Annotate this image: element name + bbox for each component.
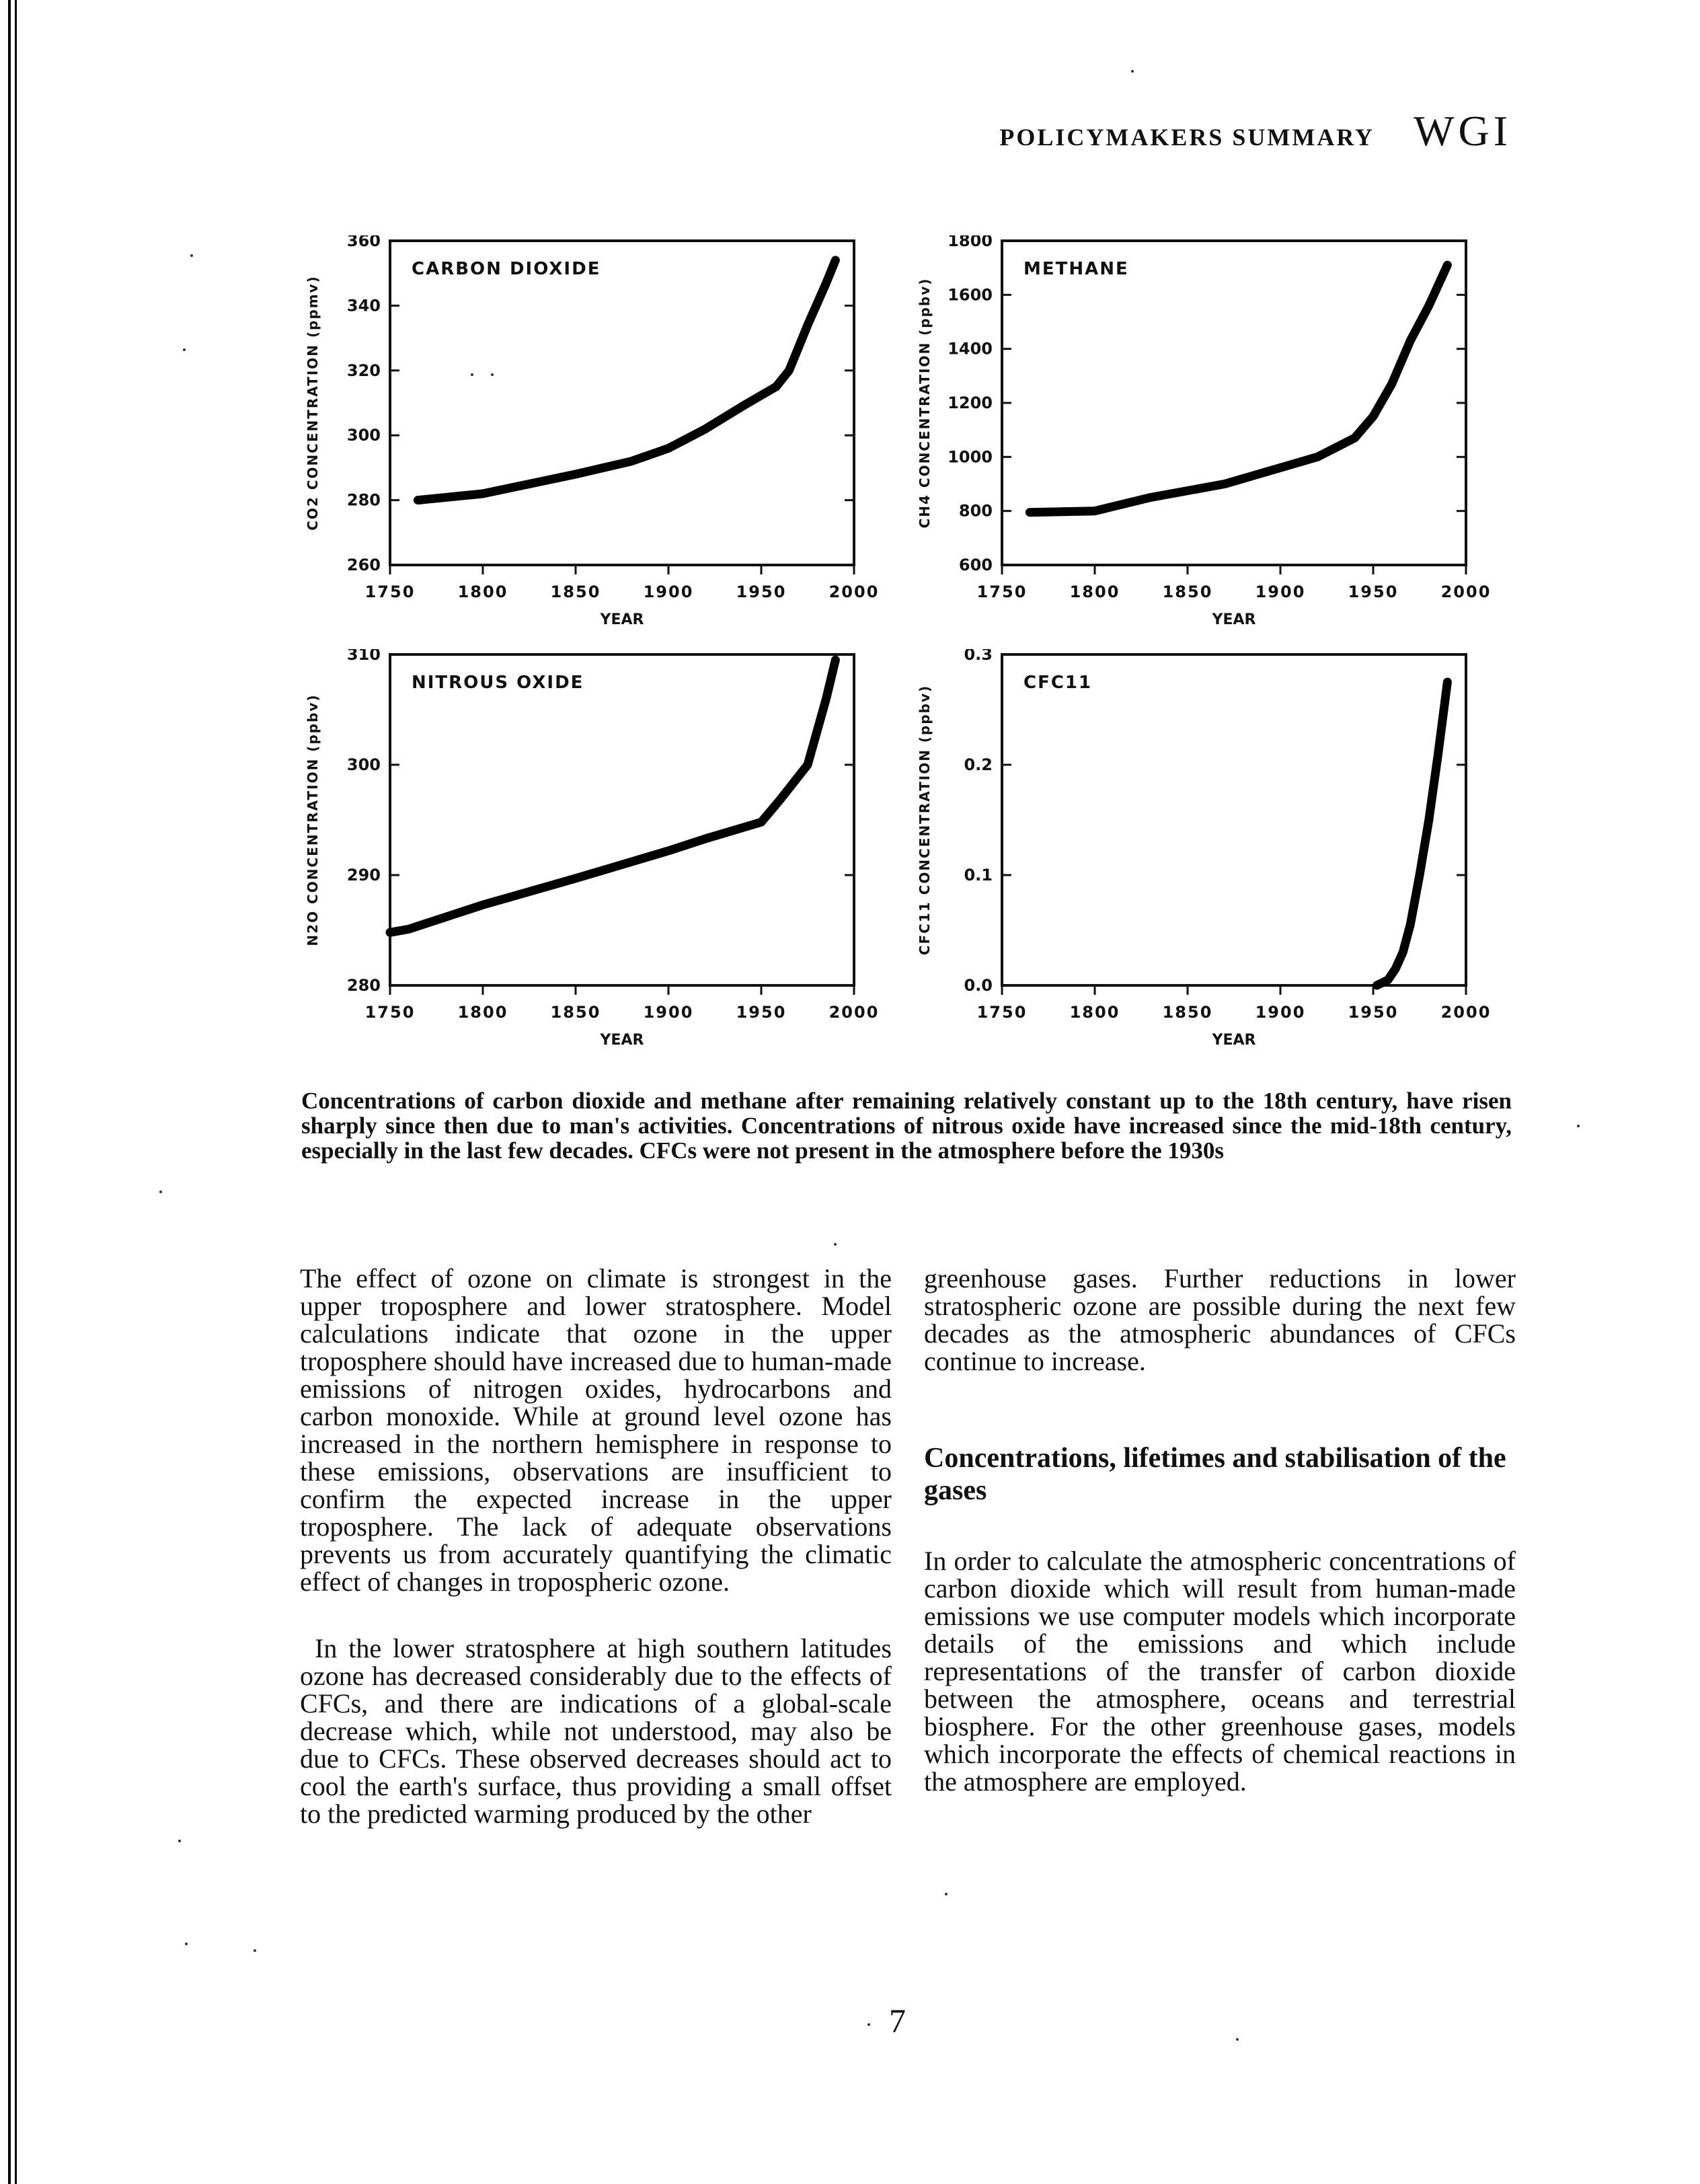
x-tick-label: 1950: [1348, 582, 1399, 601]
y-tick-label: 1600: [948, 285, 993, 305]
methane-chart: [901, 235, 1506, 639]
data-point: [807, 324, 808, 326]
x-tick-label: 1900: [1255, 582, 1306, 601]
scan-speck: [183, 348, 186, 351]
y-axis-label: N2O CONCENTRATION (ppbv): [305, 693, 321, 946]
page-edge-line: [15, 0, 17, 2184]
x-tick-label: 1750: [364, 1003, 416, 1022]
data-series-line: [418, 260, 835, 500]
data-point: [1395, 968, 1396, 969]
left-column: [300, 1265, 892, 1867]
y-axis-label: CH4 CONCENTRATION (ppbv): [917, 277, 933, 529]
scan-speck: [178, 1840, 181, 1842]
data-point: [1402, 952, 1403, 953]
x-tick-label: 1950: [736, 1003, 787, 1022]
data-point: [1150, 497, 1151, 498]
data-point: [1446, 681, 1448, 683]
x-tick-label: 2000: [828, 582, 880, 601]
y-tick-label: 0.2: [964, 755, 993, 774]
x-tick-label: 1850: [1162, 1003, 1213, 1022]
y-tick-label: 600: [958, 556, 993, 574]
y-tick-label: 320: [346, 361, 381, 380]
y-axis-label: CO2 CONCENTRATION (ppmv): [305, 275, 321, 531]
cfc11-chart: [901, 649, 1506, 1059]
y-tick-label: 280: [346, 490, 381, 510]
x-tick-label: 1850: [1162, 582, 1213, 601]
x-tick-label: 1800: [1069, 582, 1120, 601]
data-point: [668, 447, 669, 449]
chart-title: NITROUS OXIDE: [412, 673, 584, 693]
chart-svg: [901, 649, 1506, 1059]
chart-title: METHANE: [1023, 259, 1129, 279]
data-point: [1094, 511, 1095, 512]
data-point: [761, 821, 762, 823]
data-series-line: [390, 660, 835, 932]
chart-title: CARBON DIOXIDE: [412, 259, 601, 279]
data-point: [482, 904, 484, 905]
x-tick-label: 1850: [550, 582, 601, 601]
nitrous-oxide-chart: [289, 649, 894, 1059]
x-axis-label: YEAR: [1212, 1032, 1256, 1049]
chart-svg: [289, 649, 894, 1059]
data-point: [835, 659, 836, 661]
data-point: [417, 500, 418, 501]
data-point: [389, 932, 391, 933]
x-tick-label: 1900: [643, 1003, 694, 1022]
y-axis-label: CFC11 CONCENTRATION (ppbv): [917, 684, 933, 956]
x-tick-label: 1850: [550, 1003, 601, 1022]
paragraph-models: In order to calculate the atmospheric concentrations of carbon dioxide which will result from human-made emissions we use computer models which incorporate details of the emissions and which include representations of the transfer of carbon dioxide between the atmosphere, oceans and terrestrial biosphere. For the other greenhouse gases, models which incorporate the effects of chemical reactions in the atmosphere are employed.: [924, 1546, 1516, 1797]
header-label: POLICYMAKERS SUMMARY: [999, 124, 1375, 151]
plot-frame: [390, 241, 854, 565]
data-point: [775, 386, 777, 387]
data-point: [705, 838, 706, 839]
x-tick-label: 1750: [976, 582, 1028, 601]
data-point: [1280, 467, 1281, 468]
scan-speck: [159, 1191, 162, 1193]
x-tick-label: 1900: [1255, 1003, 1306, 1022]
data-point: [835, 260, 836, 261]
data-point: [668, 850, 669, 852]
scan-speck: [190, 254, 193, 257]
x-tick-label: 2000: [1440, 582, 1492, 601]
scan-speck: [1131, 70, 1134, 73]
y-tick-label: 280: [346, 976, 381, 995]
scan-speck: [185, 1943, 188, 1945]
data-point: [807, 764, 808, 765]
section-heading: Concentrations, lifetimes and stabilisation of the gases: [924, 1443, 1506, 1506]
data-point: [1446, 264, 1448, 266]
scan-speck: [1577, 1125, 1580, 1127]
data-point: [742, 406, 743, 407]
y-tick-label: 0.0: [964, 976, 993, 995]
data-point: [1224, 484, 1225, 485]
data-point: [1317, 456, 1318, 457]
x-tick-label: 1950: [736, 582, 787, 601]
co2-chart: [289, 235, 894, 639]
data-point: [575, 474, 576, 475]
data-point: [1387, 979, 1389, 981]
data-point: [1409, 340, 1411, 342]
chart-svg: [289, 235, 894, 639]
x-tick-label: 1900: [643, 582, 694, 601]
data-point: [575, 878, 576, 879]
y-tick-label: 360: [346, 235, 381, 250]
y-tick-label: 800: [958, 501, 993, 521]
data-point: [705, 428, 706, 430]
data-point: [1409, 924, 1411, 926]
data-point: [788, 370, 789, 371]
data-series-line: [1377, 682, 1448, 985]
y-tick-label: 340: [346, 296, 381, 315]
x-tick-label: 1800: [457, 582, 508, 601]
scan-speck: [945, 1893, 948, 1895]
y-tick-label: 290: [346, 866, 381, 884]
x-tick-label: 1750: [976, 1003, 1028, 1022]
y-tick-label: 1000: [948, 447, 993, 467]
data-point: [1377, 985, 1378, 986]
data-point: [1428, 819, 1430, 821]
data-point: [1029, 512, 1030, 513]
data-point: [631, 461, 632, 462]
x-axis-label: YEAR: [600, 611, 644, 628]
scan-speck: [867, 2023, 870, 2026]
data-point: [482, 493, 484, 494]
y-tick-label: 260: [346, 556, 381, 574]
paragraph-ozone-climate: The effect of ozone on climate is strongest in the upper troposphere and lower stratosphere. Model calculations indicate that ozone in the upper troposphere should have increased due to human-made emissions of nitrogen oxides, hydrocarbons and carbon monoxide. While at ground level ozone has increased in the northern hemisphere in response to these emissions, observations are insufficient to confirm the expected increase in the upper troposphere. The lack of adequate observations prevents us from accurately quantifying the climatic effect of changes in tropospheric ozone.: [300, 1263, 892, 1597]
y-tick-label: 1400: [948, 339, 993, 359]
data-point: [779, 799, 781, 800]
x-tick-label: 2000: [828, 1003, 880, 1022]
data-point: [1354, 437, 1355, 439]
data-point: [826, 698, 827, 700]
page-number: 7: [889, 2002, 906, 2039]
scan-speck: [254, 1949, 256, 1952]
scan-speck: [471, 373, 473, 376]
x-tick-label: 2000: [1440, 1003, 1492, 1022]
data-point: [1373, 416, 1374, 417]
y-tick-label: 0.3: [964, 649, 993, 664]
plot-frame: [390, 654, 854, 985]
figure-caption: Concentrations of carbon dioxide and methane after remaining relatively constant up to the 18th century, have risen sharply since then due to man's activities. Concentrations of nitrous oxide have increased since the mid-18th century, especially in the last few decades. CFCs were not present in the atmosphere before the 1930s: [301, 1088, 1512, 1164]
page-edge-bar: [0, 0, 11, 2184]
x-tick-label: 1950: [1348, 1003, 1399, 1022]
right-column: [924, 1265, 1516, 1834]
data-point: [408, 928, 410, 930]
scan-speck: [834, 1243, 837, 1246]
plot-frame: [1002, 654, 1466, 985]
paragraph-lower-stratosphere: In the lower stratosphere at high southern latitudes ozone has decreased considerably due to the effects of CFCs, and there are indications of a global-scale decrease which, while not understood, may also be due to CFCs. These observed decreases should act to cool the earth's surface, thus providing a small offset to the predicted warming produced by the other: [300, 1633, 892, 1829]
data-point: [1391, 383, 1393, 385]
data-point: [1438, 753, 1439, 755]
paragraph-greenhouse-continued: greenhouse gases. Further reductions in lower stratospheric ozone are possible during the next few decades as the atmospheric abundances of CFCs continue to increase.: [924, 1263, 1516, 1376]
data-point: [1428, 305, 1430, 306]
y-tick-label: 1800: [948, 235, 993, 250]
scan-speck: [491, 373, 494, 376]
plot-frame: [1002, 241, 1466, 565]
data-point: [826, 283, 827, 284]
x-axis-label: YEAR: [1212, 611, 1256, 628]
chart-svg: [901, 235, 1506, 639]
scan-speck: [1236, 2038, 1239, 2041]
data-series-line: [1030, 265, 1447, 513]
y-tick-label: 300: [346, 426, 381, 445]
y-tick-label: 1200: [948, 393, 993, 412]
running-header: [999, 106, 1512, 156]
header-code: WGI: [1414, 107, 1512, 155]
x-tick-label: 1750: [364, 582, 416, 601]
chart-title: CFC11: [1023, 673, 1093, 693]
x-tick-label: 1800: [457, 1003, 508, 1022]
y-tick-label: 0.1: [964, 866, 993, 884]
x-axis-label: YEAR: [600, 1032, 644, 1049]
y-tick-label: 300: [346, 755, 381, 774]
data-point: [1419, 874, 1420, 876]
y-tick-label: 310: [346, 649, 381, 664]
x-tick-label: 1800: [1069, 1003, 1120, 1022]
